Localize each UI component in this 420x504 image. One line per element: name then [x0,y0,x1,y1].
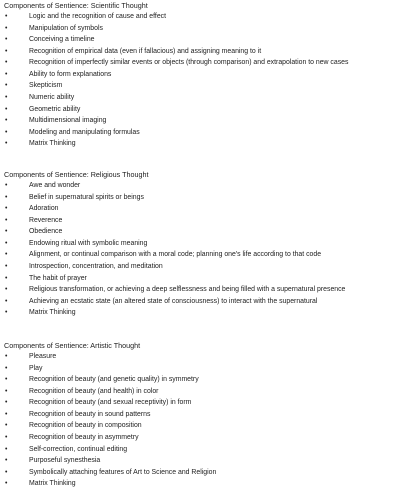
list-item-text: Manipulation of symbols [29,24,103,32]
bullet-icon: • [5,457,8,465]
list-item-text: Self-correction, continual editing [29,445,128,453]
bullet-icon: • [5,117,8,125]
list-item [4,409,418,421]
bullet-icon: • [5,274,8,282]
list-item-text: Recognition of empirical data (even if fallacious) and assigning meaning to it [29,47,262,55]
list-item [4,92,418,104]
list-item-text: Introspection, concentration, and meditation [29,262,163,270]
list-item-text: Endowing ritual with symbolic meaning [29,239,148,247]
list-item [4,127,418,139]
list-item [4,273,418,285]
list-item-text: Recognition of beauty in asymmetry [29,433,139,441]
list-item [4,455,418,467]
bullet-icon: • [5,82,8,90]
list-item [4,420,418,432]
bullet-icon: • [5,422,8,430]
bullet-icon: • [5,387,8,395]
list-item [4,23,418,35]
list-item [4,215,418,227]
bullet-icon: • [5,47,8,55]
list-item-text: Play [29,364,43,372]
bullet-icon: • [5,228,8,236]
list-item [4,104,418,116]
bullet-icon: • [5,36,8,44]
bullet-icon: • [5,93,8,101]
section-heading: Components of Sentience: Religious Thought [4,170,149,179]
list-item-text: Recognition of beauty (and genetic quality) in symmetry [29,376,199,384]
bullet-icon: • [5,353,8,360]
list-item [4,467,418,479]
list-item-text: Pleasure [29,353,57,360]
list-item [4,284,418,296]
bullet-icon: • [5,128,8,136]
bullet-icon: • [5,105,8,113]
list-item [4,363,418,375]
list-item [4,69,418,81]
bullet-icon: • [5,193,8,201]
bullet-icon: • [5,468,8,476]
list-item [4,192,418,204]
bullet-icon: • [5,480,8,488]
item-list [4,180,418,319]
list-item [4,80,418,92]
list-item-text: Belief in supernatural spirits or beings [29,193,144,201]
list-item [4,180,418,192]
bullet-icon: • [5,216,8,224]
list-item [4,46,418,58]
list-item [4,261,418,273]
list-item [4,444,418,456]
list-item-text: Obedience [29,228,63,236]
bullet-icon: • [5,399,8,407]
list-item [4,138,418,150]
bullet-icon: • [5,251,8,259]
section-scientific-thought [4,1,418,150]
list-item [4,34,418,46]
bullet-icon: • [5,205,8,213]
list-item-text: Multidimensional imaging [29,117,107,125]
list-item-text: Reverence [29,216,63,224]
list-item-text: Matrix Thinking [29,309,76,317]
list-item-text: Recognition of beauty (and sexual receptivity) in form [29,399,192,407]
list-item [4,57,418,69]
section-artistic-thought [4,341,418,490]
section-heading: Components of Sentience: Artistic Thought [4,341,141,350]
bullet-icon: • [5,376,8,384]
bullet-icon: • [5,140,8,148]
list-item [4,115,418,127]
list-item [4,11,418,23]
bullet-icon: • [5,433,8,441]
list-item-text: Numeric ability [29,93,75,101]
list-item-text: Recognition of beauty in composition [29,422,142,430]
list-item [4,397,418,409]
list-item [4,238,418,250]
list-item [4,386,418,398]
bullet-icon: • [5,13,8,20]
bullet-icon: • [5,70,8,78]
list-item [4,226,418,238]
bullet-icon: • [5,24,8,32]
bullet-icon: • [5,239,8,247]
item-list [4,351,418,490]
list-item [4,249,418,261]
list-item [4,351,418,363]
bullet-icon: • [5,445,8,453]
list-item-text: Recognition of imperfectly similar events or objects (through comparison) and extrapolation to new cases [29,59,349,67]
bullet-icon: • [5,297,8,305]
list-item [4,374,418,386]
section-heading: Components of Sentience: Scientific Thought [4,1,148,10]
list-item-text: The habit of prayer [29,274,87,282]
list-item [4,307,418,319]
bullet-icon: • [5,364,8,372]
bullet-icon: • [5,262,8,270]
section-religious-thought [4,170,418,319]
list-item-text: Alignment, or continual comparison with a moral code; planning one's life according to that code [29,251,322,259]
list-item [4,432,418,444]
list-item [4,203,418,215]
list-item [4,478,418,490]
list-item-text: Skepticism [29,82,63,90]
list-item-text: Purposeful synesthesia [29,457,101,465]
list-item-text: Geometric ability [29,105,81,113]
list-item-text: Recognition of beauty in sound patterns [29,410,151,418]
list-item-text: Adoration [29,205,59,213]
list-item-text: Conceiving a timeline [29,36,95,44]
bullet-icon: • [5,286,8,294]
list-item-text: Modeling and manipulating formulas [29,128,140,136]
list-item-text: Awe and wonder [29,182,81,189]
list-item-text: Religious transformation, or achieving a deep selflessness and being filled with a supernatural presence [29,286,346,294]
item-list [4,11,418,150]
bullet-icon: • [5,59,8,67]
list-item [4,296,418,308]
bullet-icon: • [5,309,8,317]
list-item-text: Symbolically attaching features of Art to Science and Religion [29,468,217,476]
list-item-text: Matrix Thinking [29,140,76,148]
list-item-text: Ability to form explanations [29,70,112,78]
bullet-icon: • [5,182,8,189]
bullet-icon: • [5,410,8,418]
list-item-text: Recognition of beauty (and health) in color [29,387,159,395]
list-item-text: Matrix Thinking [29,480,76,488]
list-item-text: Logic and the recognition of cause and effect [29,13,167,20]
list-item-text: Achieving an ecstatic state (an altered state of consciousness) to interact with the supernatural [29,297,318,305]
